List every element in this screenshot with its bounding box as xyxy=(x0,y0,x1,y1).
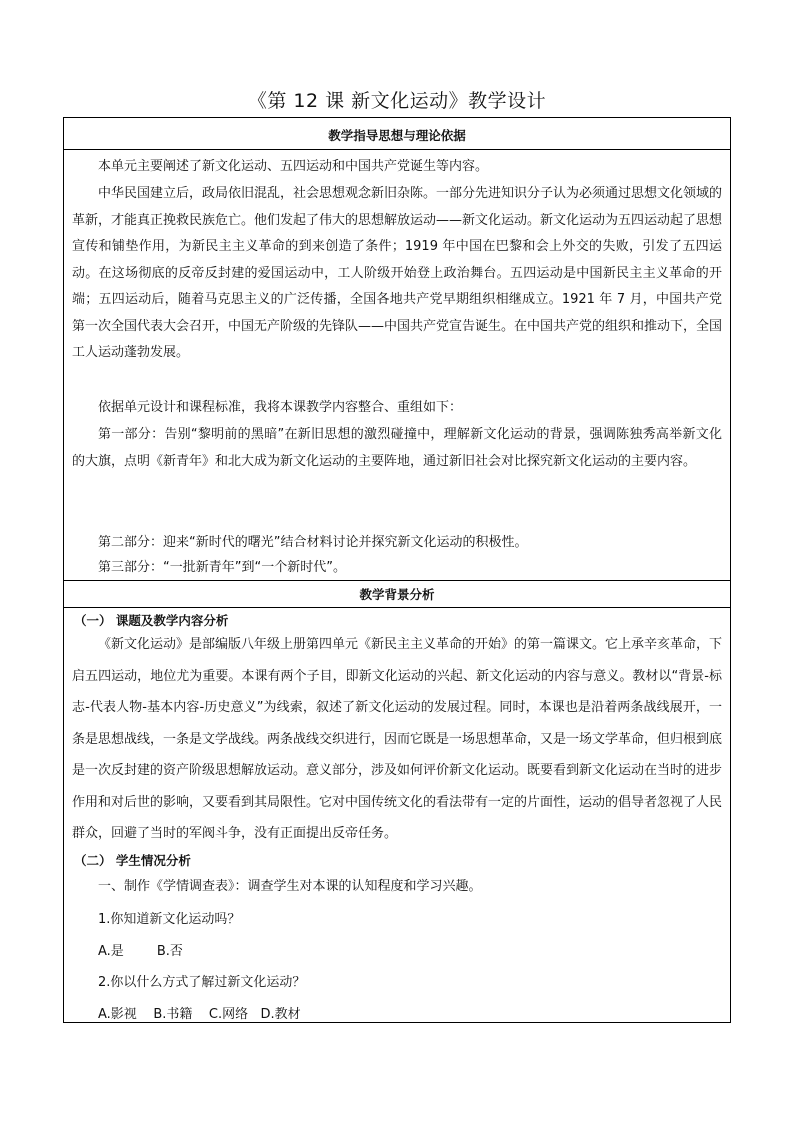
survey-intro: 一、制作《学情调查表》：调查学生对本课的认知程度和学习兴趣。 xyxy=(98,879,482,894)
survey-options: A.是 B.否 xyxy=(98,944,183,959)
section-heading-background-analysis: 教学背景分析 xyxy=(359,587,435,602)
row-divider xyxy=(64,607,730,608)
paragraph: 第三部分：“一批新青年”到“一个新时代”。 xyxy=(98,560,346,575)
subsection-heading: （二） 学生情况分析 xyxy=(74,853,191,868)
subsection-heading: （一） 课题及教学内容分析 xyxy=(74,613,229,628)
paragraph: 《新文化运动》是部编版八年级上册第四单元《新民主主义革命的开始》的第一篇课文。它上承辛亥革命，下启五四运动，地位尤为重要。本课有两个子目，即新文化运动的兴起、新文化运动的内容与意义。教材以“背景-标志-代表人物-基本内容-历史意义”为线索，叙述了新文化运动的发展过程。同时，本课也是沿着两条战线展开，一条是思想战线，一条是文学战线。两条战线交织进行，因而它既是一场思想革命，又是一场文学革命，但归根到底是一次反封建的资产阶级思想解放运动。意义部分，涉及如何评价新文化运动。既要看到新文化运动在当时的进步作用和对后世的影响，又要看到其局限性。它对中国传统文化的看法带有一定的片面性，运动的倡导者忽视了人民群众，回避了当时的军阀斗争，没有正面提出反帝任务。 xyxy=(72,637,723,841)
row-divider xyxy=(64,580,730,581)
paragraph: 本单元主要阐述了新文化运动、五四运动和中国共产党诞生等内容。 xyxy=(98,159,489,174)
paragraph: 依据单元设计和课程标准，我将本课教学内容整合、重组如下： xyxy=(98,400,463,415)
survey-question: 1.你知道新文化运动吗？ xyxy=(98,912,241,927)
section-heading-guiding-ideas: 教学指导思想与理论依据 xyxy=(328,128,466,143)
document-title: 《第 12 课 新文化运动》教学设计 xyxy=(247,90,547,112)
survey-options: A.影视 B.书籍 C.网络 D.教材 xyxy=(98,1007,301,1022)
survey-question: 2.你以什么方式了解过新文化运动？ xyxy=(98,975,306,990)
row-divider xyxy=(64,149,730,150)
paragraph: 中华民国建立后，政局依旧混乱，社会思想观念新旧杂陈。一部分先进知识分子认为必须通过思想文化领域的革新，才能真正挽救民族危亡。他们发起了伟大的思想解放运动——新文化运动。新文化运动为五四运动起了思想宣传和铺垫作用，为新民主主义革命的到来创造了条件；1919 年中国在巴黎和会上外交的失败，引发了五四运动。在这场彻底的反帝反封建的爱国运动中，工人阶级开始登上政治舞台。五四运动是中国新民主主义革命的开端；五四运动后，随着马克思主义的广泛传播，全国各地共产党早期组织相继成立。1921 年 7 月，中国共产党第一次全国代表大会召开，中国无产阶级的先锋队——中国共产党宣告诞生。在中国共产党的组织和推动下，全国工人运动蓬勃发展。 xyxy=(72,186,723,360)
paragraph: 第二部分：迎来“新时代的曙光”结合材料讨论并探究新文化运动的积极性。 xyxy=(98,535,528,550)
lesson-plan-table xyxy=(63,117,731,1023)
paragraph: 第一部分：告别“黎明前的黑暗”在新旧思想的激烈碰撞中，理解新文化运动的背景，强调陈独秀高举新文化的大旗，点明《新青年》和北大成为新文化运动的主要阵地，通过新旧社会对比探究新文化运动的主要内容。 xyxy=(72,427,722,469)
